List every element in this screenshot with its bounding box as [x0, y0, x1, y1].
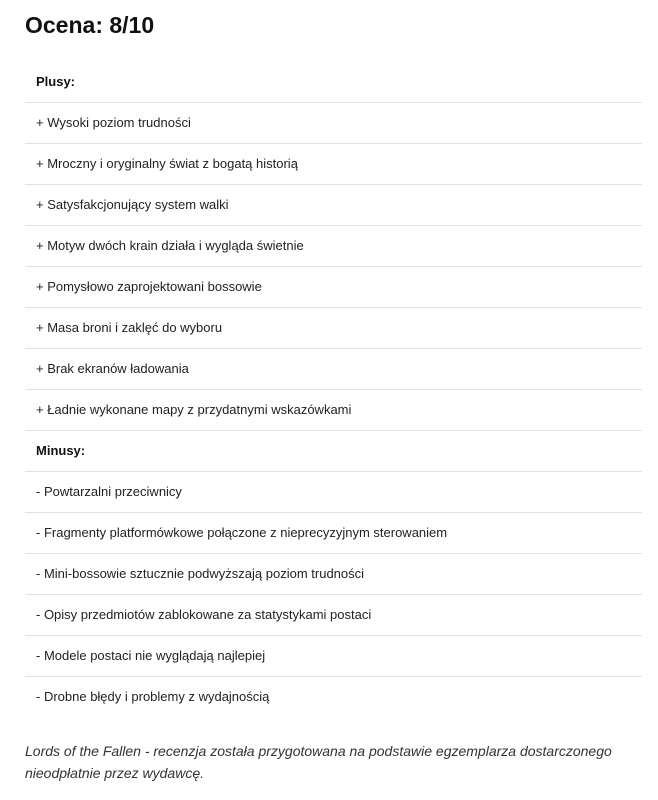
cons-item-row — [25, 513, 642, 554]
pros-item: + Motyw dwóch krain działa i wygląda świetnie — [25, 226, 642, 267]
pros-item: + Satysfakcjonujący system walki — [25, 185, 642, 226]
pros-heading-row — [25, 62, 642, 103]
pros-item: + Wysoki poziom trudności — [25, 103, 642, 144]
pros-item-row — [25, 226, 642, 267]
cons-item-row — [25, 636, 642, 677]
cons-item-row — [25, 677, 642, 718]
pros-item-row — [25, 103, 642, 144]
cons-item: - Modele postaci nie wyglądają najlepiej — [25, 636, 642, 677]
pros-item: + Masa broni i zaklęć do wyboru — [25, 308, 642, 349]
cons-item: - Fragmenty platformówkowe połączone z nieprecyzyjnym sterowaniem — [25, 513, 642, 554]
cons-heading: Minusy: — [25, 431, 642, 472]
pros-item-row — [25, 390, 642, 431]
pros-item-row — [25, 349, 642, 390]
pros-heading: Plusy: — [36, 74, 76, 89]
pros-item: + Pomysłowo zaprojektowani bossowie — [25, 267, 642, 308]
cons-item: - Powtarzalni przeciwnicy — [25, 472, 642, 513]
pros-item: + Ładnie wykonane mapy z przydatnymi wskazówkami — [25, 390, 642, 431]
review-disclaimer: Lords of the Fallen - recenzja została przygotowana na podstawie egzemplarza dostarczonego nieodpłatnie przez wydawcę. — [25, 743, 612, 781]
pros-item-row — [25, 144, 642, 185]
pros-item: + Mroczny i oryginalny świat z bogatą historią — [25, 144, 642, 185]
cons-item: - Opisy przedmiotów zablokowane za statystykami postaci — [25, 595, 642, 636]
rating-title: Ocena: 8/10 — [25, 12, 155, 38]
cons-item-row — [25, 472, 642, 513]
cons-heading-row — [25, 431, 642, 472]
pros-item-row — [25, 267, 642, 308]
cons-item: - Drobne błędy i problemy z wydajnością — [25, 677, 642, 718]
pros-cons-table — [25, 62, 642, 717]
pros-item: + Brak ekranów ładowania — [25, 349, 642, 390]
pros-item-row — [25, 185, 642, 226]
cons-item-row — [25, 595, 642, 636]
cons-item-row — [25, 554, 642, 595]
cons-item: - Mini-bossowie sztucznie podwyższają poziom trudności — [25, 554, 642, 595]
pros-item-row — [25, 308, 642, 349]
